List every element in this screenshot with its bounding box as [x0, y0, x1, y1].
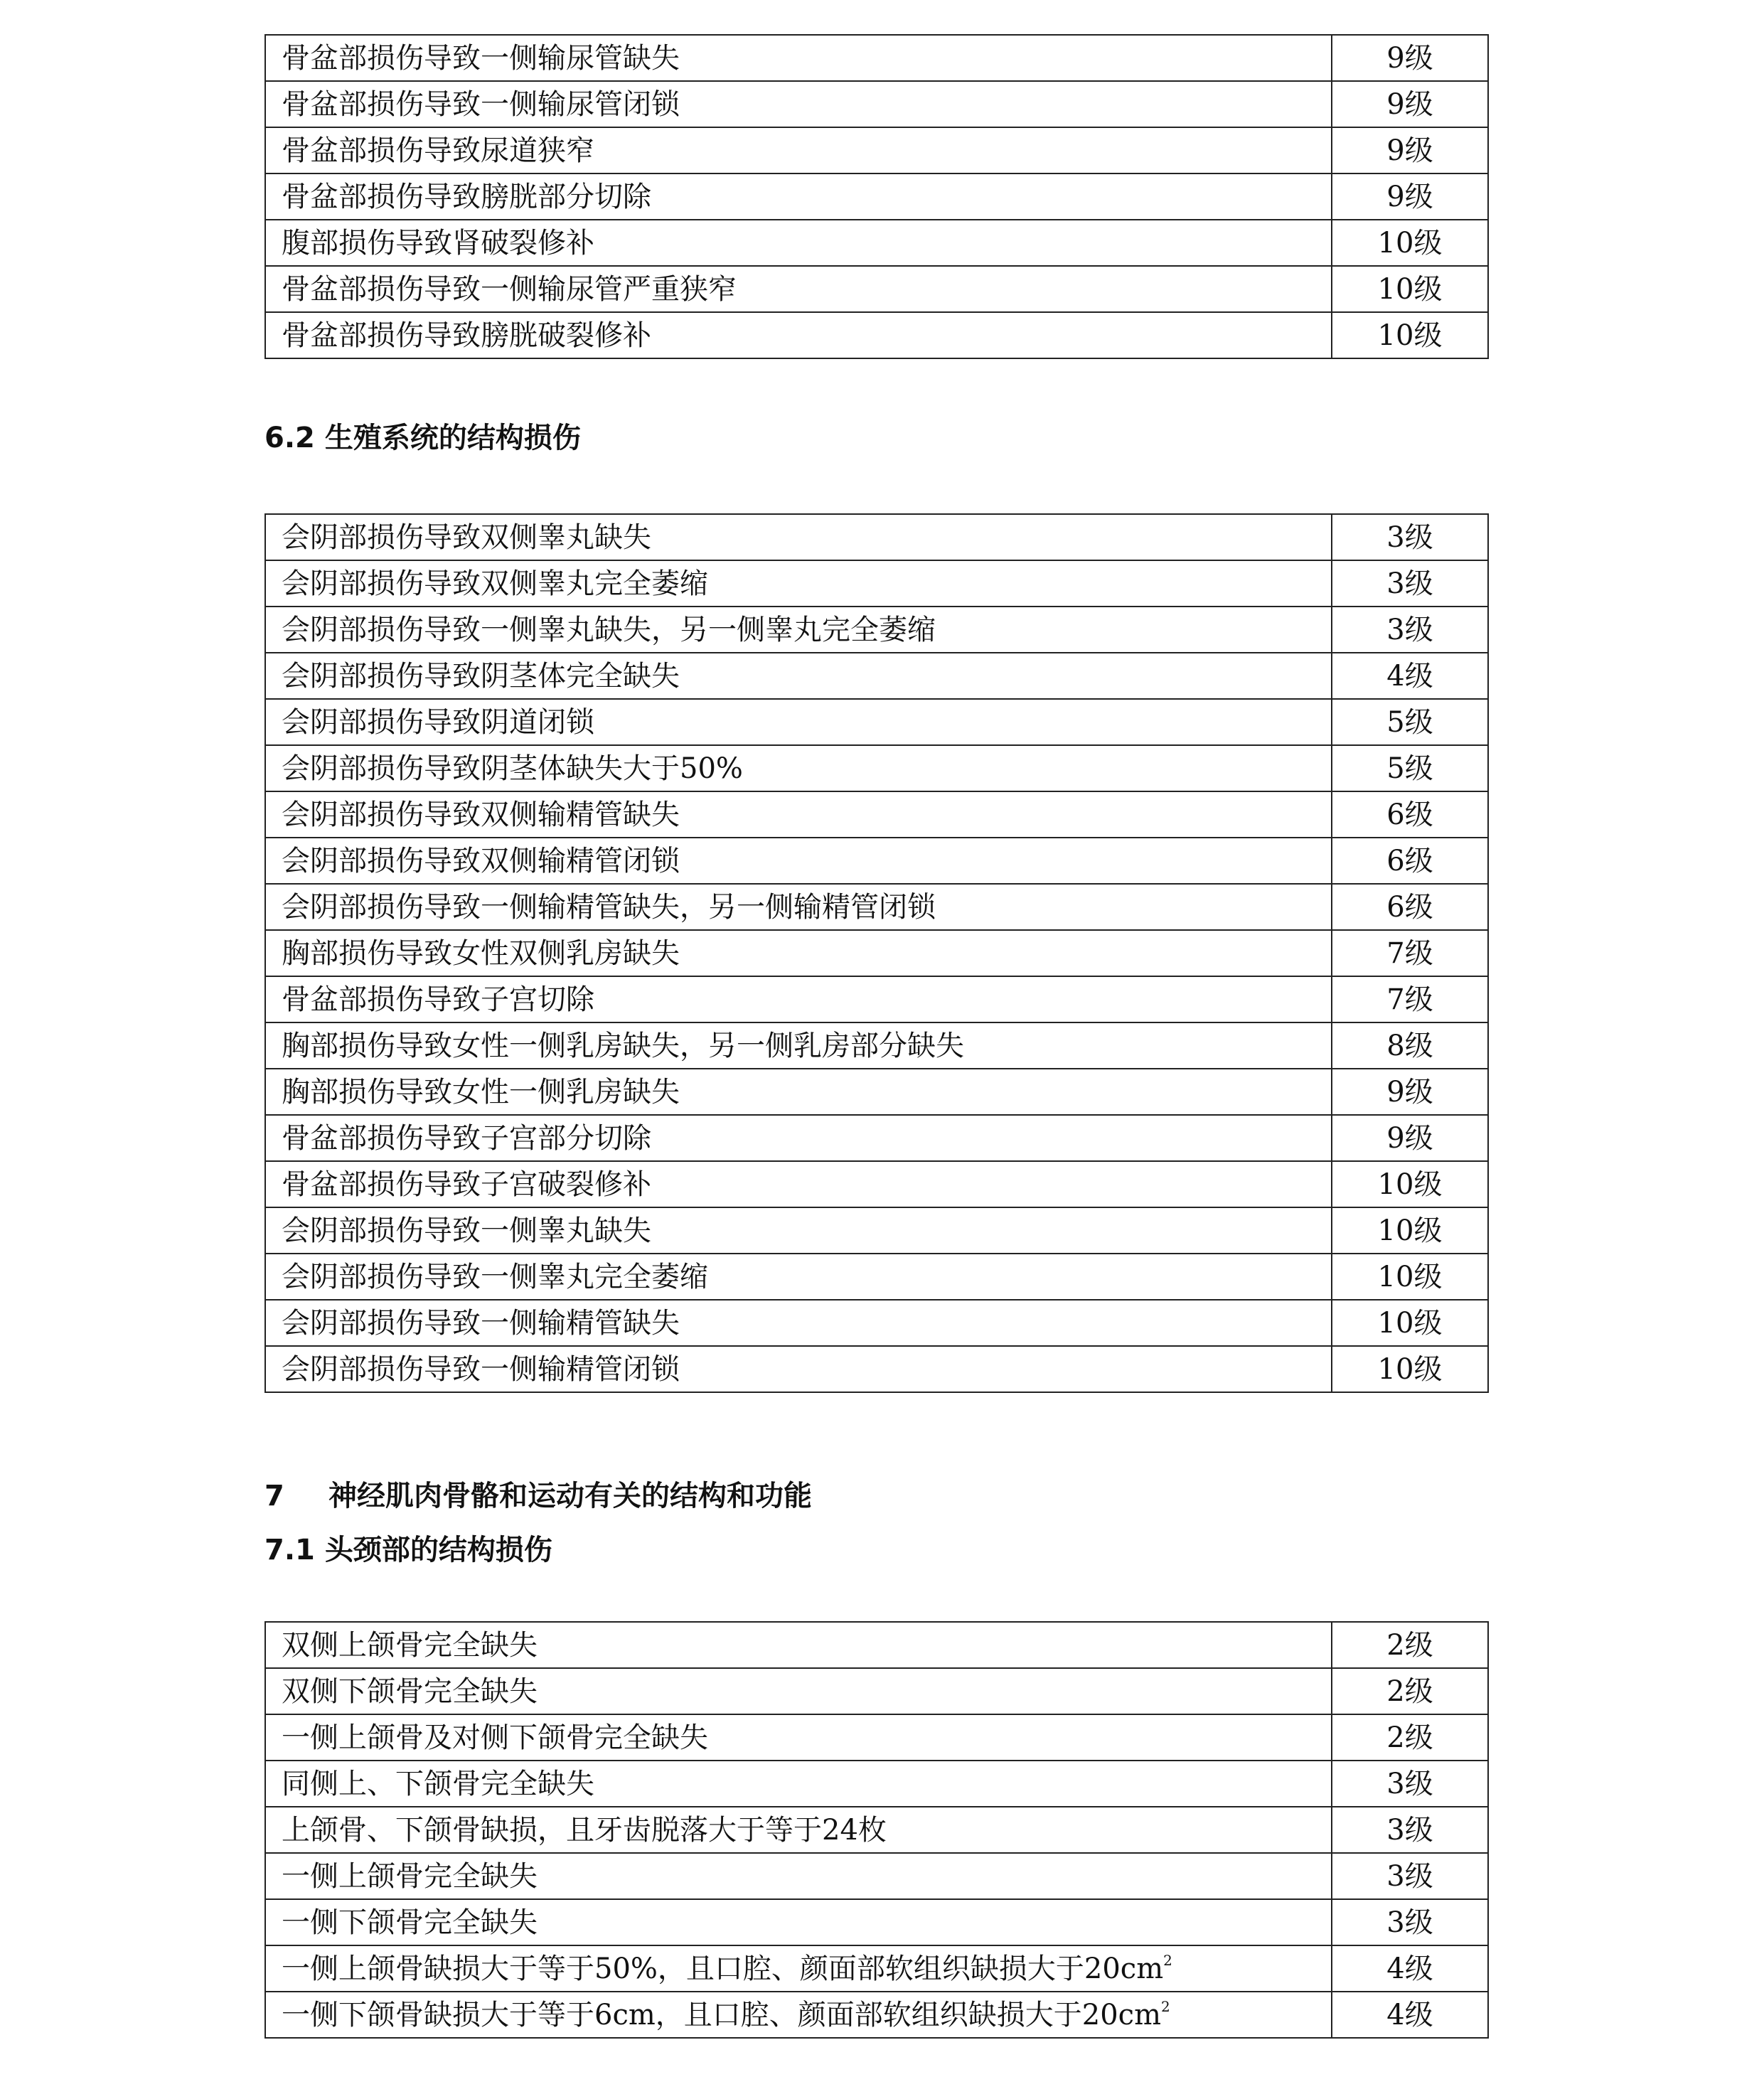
table-row [265, 1300, 1488, 1346]
disability-grade: 8级 [1332, 1022, 1488, 1069]
injury-description [265, 745, 1332, 791]
table-row [265, 838, 1488, 884]
disability-grade: 3级 [1332, 1761, 1488, 1807]
injury-description [265, 1207, 1332, 1254]
injury-description [265, 1622, 1332, 1668]
injury-description-text: 一侧下颌骨完全缺失 [282, 1906, 538, 1939]
table-row [265, 930, 1488, 976]
injury-description-text: 骨盆部损伤导致一侧输尿管闭锁 [282, 87, 680, 121]
injury-description-text: 腹部损伤导致肾破裂修补 [282, 226, 594, 260]
disability-grade: 10级 [1332, 1346, 1488, 1392]
section-number: 7 [264, 1480, 284, 1512]
injury-description-text: 会阴部损伤导致阴茎体完全缺失 [282, 659, 680, 693]
urinary-injury-table [264, 34, 1489, 359]
disability-grade: 3级 [1332, 1807, 1488, 1853]
injury-description [265, 1945, 1332, 1992]
injury-description-text: 同侧上、下颌骨完全缺失 [282, 1767, 594, 1800]
injury-description-text: 一侧上颌骨缺损大于等于50%，且口腔、颜面部软组织缺损大于20cm [282, 1952, 1164, 1985]
disability-grade: 9级 [1332, 1069, 1488, 1115]
injury-description-text: 会阴部损伤导致一侧输精管缺失 [282, 1306, 680, 1340]
injury-description-text: 双侧下颌骨完全缺失 [282, 1675, 538, 1708]
table-row [265, 791, 1488, 838]
disability-grade: 7级 [1332, 976, 1488, 1022]
disability-grade: 10级 [1332, 266, 1488, 312]
table-row [265, 1022, 1488, 1069]
section-number: 7.1 [264, 1534, 315, 1566]
injury-description-text: 骨盆部损伤导致子宫破裂修补 [282, 1168, 651, 1201]
injury-description [265, 884, 1332, 930]
disability-grade: 10级 [1332, 312, 1488, 358]
injury-description [265, 699, 1332, 745]
injury-description [265, 653, 1332, 699]
disability-grade: 3级 [1332, 1899, 1488, 1945]
injury-description [265, 1668, 1332, 1714]
injury-description [265, 1761, 1332, 1807]
injury-description-text: 会阴部损伤导致双侧输精管闭锁 [282, 844, 680, 877]
injury-description [265, 127, 1332, 173]
injury-description [265, 266, 1332, 312]
table-row [265, 1115, 1488, 1161]
table-row [265, 1254, 1488, 1300]
injury-description [265, 35, 1332, 81]
section-heading-7 [264, 1482, 812, 1510]
disability-grade: 2级 [1332, 1714, 1488, 1761]
section-number: 6.2 [264, 422, 315, 454]
table-row [265, 514, 1488, 560]
injury-description [265, 1254, 1332, 1300]
injury-description [265, 312, 1332, 358]
disability-grade: 5级 [1332, 699, 1488, 745]
injury-description [265, 838, 1332, 884]
table-row [265, 1346, 1488, 1392]
disability-grade: 10级 [1332, 1300, 1488, 1346]
table-row [265, 653, 1488, 699]
injury-description-text: 胸部损伤导致女性双侧乳房缺失 [282, 936, 680, 970]
injury-description [265, 514, 1332, 560]
injury-description [265, 1992, 1332, 2038]
table-row [265, 699, 1488, 745]
table-row [265, 1668, 1488, 1714]
injury-description-text: 会阴部损伤导致阴道闭锁 [282, 705, 594, 739]
injury-description-text: 会阴部损伤导致双侧输精管缺失 [282, 798, 680, 831]
injury-description-text: 会阴部损伤导致一侧输精管闭锁 [282, 1352, 680, 1386]
injury-description [265, 1069, 1332, 1115]
injury-description [265, 976, 1332, 1022]
reproductive-injury-table [264, 513, 1489, 1393]
injury-description [265, 1807, 1332, 1853]
table-row [265, 884, 1488, 930]
disability-grade: 3级 [1332, 607, 1488, 653]
head-neck-injury-table [264, 1621, 1489, 2039]
disability-grade: 2级 [1332, 1668, 1488, 1714]
disability-grade: 10级 [1332, 1254, 1488, 1300]
injury-description-text: 会阴部损伤导致一侧睾丸完全萎缩 [282, 1260, 708, 1293]
injury-description-text: 胸部损伤导致女性一侧乳房缺失，另一侧乳房部分缺失 [282, 1029, 964, 1062]
table-row [265, 1992, 1488, 2038]
injury-description-text: 一侧上颌骨及对侧下颌骨完全缺失 [282, 1721, 708, 1754]
table-row [265, 607, 1488, 653]
injury-description-text: 会阴部损伤导致一侧睾丸缺失 [282, 1214, 651, 1247]
injury-description [265, 1899, 1332, 1945]
disability-grade: 9级 [1332, 127, 1488, 173]
disability-grade: 9级 [1332, 1115, 1488, 1161]
injury-description [265, 930, 1332, 976]
table-row [265, 1899, 1488, 1945]
section-title: 神经肌肉骨骼和运动有关的结构和功能 [328, 1480, 812, 1512]
disability-grade: 6级 [1332, 838, 1488, 884]
table-row [265, 312, 1488, 358]
injury-description-text: 骨盆部损伤导致一侧输尿管严重狭窄 [282, 272, 737, 306]
table-row [265, 220, 1488, 266]
table-row [265, 1161, 1488, 1207]
table-row [265, 127, 1488, 173]
injury-description [265, 1853, 1332, 1899]
table-row [265, 560, 1488, 607]
table-row [265, 266, 1488, 312]
injury-description [265, 81, 1332, 127]
table-row [265, 1714, 1488, 1761]
injury-description [265, 1161, 1332, 1207]
section-heading-7-1 [264, 1536, 552, 1564]
disability-grade: 7级 [1332, 930, 1488, 976]
disability-grade: 9级 [1332, 35, 1488, 81]
disability-grade: 4级 [1332, 653, 1488, 699]
injury-description-text: 会阴部损伤导致一侧睾丸缺失，另一侧睾丸完全萎缩 [282, 613, 936, 646]
disability-grade: 2级 [1332, 1622, 1488, 1668]
injury-description [265, 791, 1332, 838]
table-row [265, 81, 1488, 127]
injury-description [265, 1346, 1332, 1392]
injury-description-text: 骨盆部损伤导致尿道狭窄 [282, 134, 594, 167]
injury-description-text: 双侧上颌骨完全缺失 [282, 1628, 538, 1662]
disability-grade: 5级 [1332, 745, 1488, 791]
superscript: 2 [1161, 1997, 1170, 2015]
table-row [265, 173, 1488, 220]
injury-description [265, 1115, 1332, 1161]
table-row [265, 1069, 1488, 1115]
table-row [265, 1622, 1488, 1668]
disability-grade: 6级 [1332, 791, 1488, 838]
disability-grade: 10级 [1332, 1161, 1488, 1207]
disability-grade: 9级 [1332, 173, 1488, 220]
section-title: 头颈部的结构损伤 [324, 1534, 552, 1566]
section-heading-6-2 [264, 424, 581, 452]
superscript: 2 [1163, 1951, 1172, 1969]
injury-description-text: 骨盆部损伤导致一侧输尿管缺失 [282, 41, 680, 75]
injury-description-text: 会阴部损伤导致双侧睾丸缺失 [282, 520, 651, 554]
disability-grade: 4级 [1332, 1992, 1488, 2038]
injury-description-text: 骨盆部损伤导致子宫部分切除 [282, 1121, 651, 1155]
injury-description-text: 一侧上颌骨完全缺失 [282, 1859, 538, 1893]
disability-grade: 4级 [1332, 1945, 1488, 1992]
table-row [265, 745, 1488, 791]
section-title: 生殖系统的结构损伤 [324, 422, 581, 454]
table-row [265, 1945, 1488, 1992]
injury-description [265, 560, 1332, 607]
table-row [265, 1207, 1488, 1254]
injury-description-text: 骨盆部损伤导致膀胱破裂修补 [282, 319, 651, 352]
disability-grade: 10级 [1332, 1207, 1488, 1254]
injury-description-text: 一侧下颌骨缺损大于等于6cm，且口腔、颜面部软组织缺损大于20cm [282, 1998, 1162, 2031]
injury-description-text: 会阴部损伤导致一侧输精管缺失，另一侧输精管闭锁 [282, 890, 936, 924]
disability-grade: 9级 [1332, 81, 1488, 127]
table-row [265, 1807, 1488, 1853]
injury-description-text: 骨盆部损伤导致子宫切除 [282, 983, 594, 1016]
disability-grade: 3级 [1332, 1853, 1488, 1899]
disability-grade: 3级 [1332, 514, 1488, 560]
injury-description-text: 会阴部损伤导致双侧睾丸完全萎缩 [282, 567, 708, 600]
injury-description-text: 上颌骨、下颌骨缺损，且牙齿脱落大于等于24枚 [282, 1813, 887, 1847]
table-row [265, 35, 1488, 81]
injury-description [265, 1714, 1332, 1761]
disability-grade: 6级 [1332, 884, 1488, 930]
injury-description [265, 1022, 1332, 1069]
injury-description [265, 220, 1332, 266]
disability-grade: 3级 [1332, 560, 1488, 607]
disability-grade: 10级 [1332, 220, 1488, 266]
injury-description-text: 胸部损伤导致女性一侧乳房缺失 [282, 1075, 680, 1109]
table-row [265, 1853, 1488, 1899]
injury-description [265, 607, 1332, 653]
table-row [265, 976, 1488, 1022]
injury-description [265, 173, 1332, 220]
injury-description-text: 会阴部损伤导致阴茎体缺失大于50% [282, 752, 743, 785]
injury-description-text: 骨盆部损伤导致膀胱部分切除 [282, 180, 651, 213]
table-row [265, 1761, 1488, 1807]
injury-description [265, 1300, 1332, 1346]
